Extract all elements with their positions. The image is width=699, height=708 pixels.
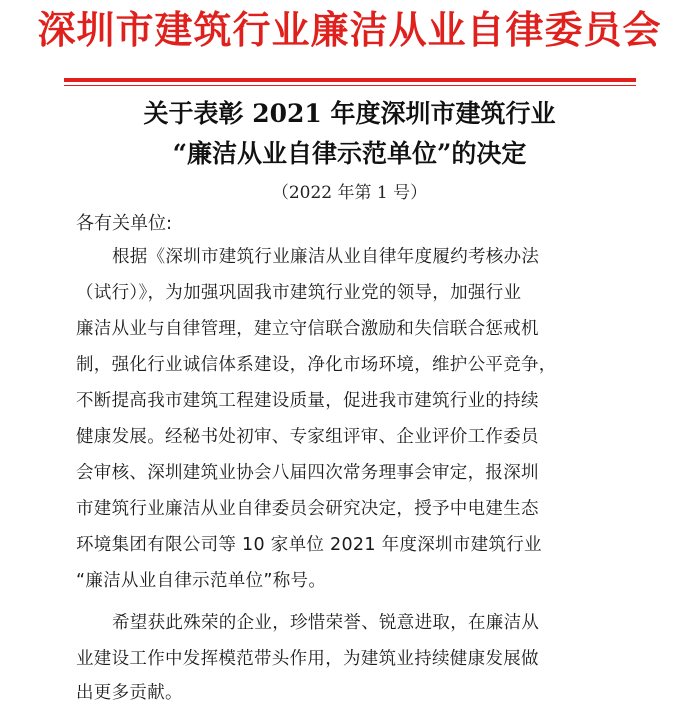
document-title-line-1: 关于表彰 2021 年度深圳市建筑行业: [143, 99, 556, 128]
paragraph-1-line: 环境集团有限公司等 10 家单位 2021 年度深圳市建筑行业: [76, 535, 542, 555]
paragraph-1-line: 不断提高我市建筑工程建设质量，促进我市建筑行业的持续: [76, 391, 539, 411]
paragraph-1-line: 廉洁从业与自律管理，建立守信联合激励和失信联合惩戒机: [76, 319, 539, 339]
header-rule-thin: [64, 85, 636, 86]
paragraph-1-line: 制，强化行业诚信体系建设，净化市场环境，维护公平竞争，: [76, 355, 557, 375]
paragraph-2-line: 希望获此殊荣的企业，珍惜荣誉、锐意进取，在廉洁从: [112, 613, 540, 633]
paragraph-1-line: 市建筑行业廉洁从业自律委员会研究决定，授予中电建生态: [76, 499, 539, 519]
paragraph-1-line: 根据《深圳市建筑行业廉洁从业自律年度履约考核办法: [112, 247, 540, 267]
document-title-line-2: “廉洁从业自律示范单位”的决定: [172, 139, 527, 168]
header-rule-thick: [64, 78, 636, 82]
paragraph-2-line: 出更多贡献。: [76, 683, 183, 703]
organization-header: 深圳市建筑行业廉洁从业自律委员会: [37, 7, 662, 52]
paragraph-1-line: 会审核、深圳建筑业协会八届四次常务理事会审定，报深圳: [76, 463, 539, 483]
paragraph-2-line: 业建设工作中发挥模范带头作用，为建筑业持续健康发展做: [76, 649, 539, 669]
paragraph-1-line: “廉洁从业自律示范单位”称号。: [76, 571, 327, 591]
paragraph-1-line: （试行）》，为加强巩固我市建筑行业党的领导，加强行业: [76, 283, 522, 303]
salutation: 各有关单位:: [76, 213, 173, 234]
document-number: （2022 年第 1 号）: [271, 183, 428, 203]
paragraph-1-line: 健康发展。经秘书处初审、专家组评审、企业评价工作委员: [76, 427, 539, 447]
